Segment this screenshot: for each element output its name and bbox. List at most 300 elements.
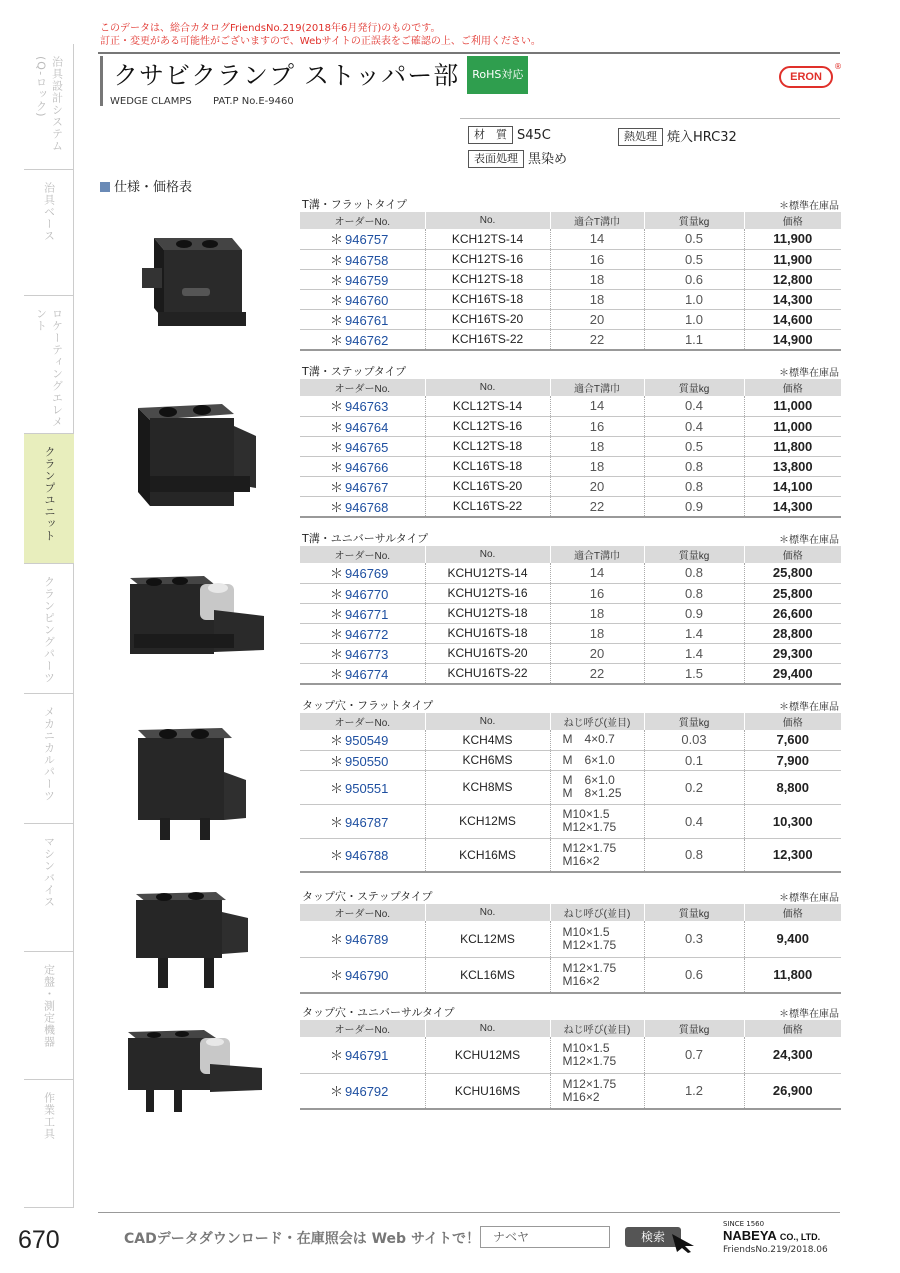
slot-width-cell: 18 (550, 436, 644, 456)
thread-size-line: M10×1.5 (562, 807, 610, 821)
table-row (300, 416, 841, 436)
table-row (300, 309, 841, 329)
weight-cell: 0.8 (644, 456, 744, 476)
price-cell: 14,600 (744, 309, 841, 329)
weight-cell: 0.5 (644, 436, 744, 456)
model-no-cell: KCH12TS-14 (425, 229, 550, 249)
weight-cell: 0.5 (644, 229, 744, 249)
table-row (300, 750, 841, 770)
catalog-edition: FriendsNo.219/2018.06 (723, 1245, 828, 1255)
order-no-text: 946766 (345, 459, 389, 475)
sidebar-item-label: 治具ベース (42, 182, 56, 242)
order-no-cell[interactable] (300, 957, 425, 993)
table-caption (300, 194, 841, 212)
model-no-cell: KCH16TS-22 (425, 329, 550, 350)
rohs-badge: RoHS対応 (467, 56, 528, 94)
notice-line-2: 訂正・変更がある可能性がございますので、Webサイトの正誤表をご確認の上、ご利用ください。 (100, 36, 541, 47)
table-row (300, 921, 841, 957)
stock-star-icon: ＊ (330, 566, 344, 582)
order-no-text: 946769 (345, 566, 389, 582)
order-no-text: 946787 (345, 814, 389, 830)
sidebar-item-jig-base[interactable] (24, 170, 74, 296)
weight-cell: 1.1 (644, 329, 744, 350)
header-model-no: No. (425, 212, 550, 229)
header-weight: 質量kg (644, 1020, 744, 1037)
stock-star-icon: ＊ (330, 272, 344, 288)
sidebar-item-measuring[interactable] (24, 952, 74, 1080)
slot-width-cell: 18 (550, 623, 644, 643)
header-order-no: オーダーNo. (300, 546, 425, 563)
header-price: 価格 (744, 1020, 841, 1037)
header-model-no: No. (425, 379, 550, 396)
table-header-row (300, 713, 841, 730)
order-no-text: 950551 (345, 780, 389, 796)
header-price: 価格 (744, 212, 841, 229)
table-header-row (300, 379, 841, 396)
slot-width-cell: 20 (550, 476, 644, 496)
sidebar-item-clamp-unit[interactable] (24, 434, 74, 564)
stock-star-icon: ＊ (330, 332, 344, 348)
thread-size-cell (550, 921, 644, 957)
table-row (300, 396, 841, 416)
thread-size-cell (550, 1073, 644, 1109)
price-table (300, 904, 841, 994)
patent-number: PAT.P No.E-9460 (212, 96, 294, 107)
header-price: 価格 (744, 546, 841, 563)
tapped-step-clamp-image (132, 886, 252, 996)
table-row (300, 229, 841, 249)
table-row (300, 563, 841, 583)
thread-size-cell (550, 957, 644, 993)
price-cell: 28,800 (744, 623, 841, 643)
page-title-text: クサビクランプ ストッパー部 (113, 61, 460, 90)
thread-size-line: M10×1.5 (562, 924, 610, 939)
order-no-cell[interactable] (300, 603, 425, 623)
page-title (113, 56, 528, 94)
table-row (300, 730, 841, 750)
order-no-cell[interactable] (300, 1073, 425, 1109)
thread-size-line: M 6×1.0 (562, 752, 615, 767)
sidebar-item-clamping-parts[interactable] (24, 564, 74, 694)
heat-treatment-label: 熱処理 (618, 128, 663, 146)
slot-width-cell: 16 (550, 416, 644, 436)
stock-star-icon: ＊ (330, 1048, 344, 1064)
weight-cell: 1.4 (644, 643, 744, 663)
stock-note: ＊標準在庫品 (779, 535, 839, 546)
thread-size-line: M 4×0.7 (562, 732, 615, 747)
sidebar-item-label: クランプユニット (43, 446, 56, 542)
thread-size-cell (550, 750, 644, 770)
model-no-cell: KCHU16TS-20 (425, 643, 550, 663)
price-cell: 11,000 (744, 416, 841, 436)
price-table (300, 212, 841, 351)
surface-treatment-label: 表面処理 (468, 150, 524, 168)
price-cell: 14,300 (744, 289, 841, 309)
weight-cell: 0.9 (644, 603, 744, 623)
header-slot-width: 適合T溝巾 (550, 379, 644, 396)
thread-size-line: M 6×1.0 (562, 773, 615, 787)
sidebar-item-mechanical-parts[interactable] (24, 694, 74, 824)
price-cell: 25,800 (744, 583, 841, 603)
weight-cell: 0.8 (644, 838, 744, 872)
price-cell: 26,900 (744, 1073, 841, 1109)
stock-star-icon: ＊ (330, 848, 344, 864)
header-model-no: No. (425, 904, 550, 921)
search-input[interactable]: ナベヤ (480, 1226, 610, 1248)
slot-width-cell: 18 (550, 289, 644, 309)
stock-star-icon: ＊ (330, 606, 344, 622)
stock-note: ＊標準在庫品 (779, 702, 839, 713)
stock-star-icon: ＊ (330, 646, 344, 662)
table-row (300, 770, 841, 804)
order-no-text: 946791 (345, 1048, 389, 1064)
model-no-cell: KCL16TS-18 (425, 456, 550, 476)
weight-cell: 1.5 (644, 663, 744, 684)
price-cell: 11,800 (744, 436, 841, 456)
thread-size-line: M10×1.5 (562, 1040, 610, 1055)
header-weight: 質量kg (644, 546, 744, 563)
model-no-cell: KCHU12MS (425, 1037, 550, 1073)
order-no-cell[interactable] (300, 563, 425, 583)
model-no-cell: KCH6MS (425, 750, 550, 770)
weight-cell: 0.4 (644, 416, 744, 436)
header-slot-width: 適合T溝巾 (550, 546, 644, 563)
header-thread-size: ねじ呼び(並目) (550, 904, 644, 921)
table-caption (300, 695, 841, 713)
weight-cell: 1.4 (644, 623, 744, 643)
table-tapped-flat (300, 695, 841, 873)
heat-treatment-value: 焼入HRC32 (667, 130, 737, 145)
flat-type-clamp-image (132, 228, 252, 338)
thread-size-line: M12×1.75 (562, 937, 617, 952)
weight-cell: 1.0 (644, 309, 744, 329)
table-row (300, 623, 841, 643)
thread-size-line: M12×1.75 (562, 820, 617, 834)
slot-width-cell: 18 (550, 603, 644, 623)
search-button[interactable]: 検索 (625, 1227, 681, 1247)
order-no-cell[interactable] (300, 269, 425, 289)
section-title (100, 176, 192, 195)
slot-width-cell: 14 (550, 563, 644, 583)
price-cell: 12,300 (744, 838, 841, 872)
header-price: 価格 (744, 379, 841, 396)
order-no-cell[interactable] (300, 804, 425, 838)
order-no-cell[interactable] (300, 643, 425, 663)
sidebar-item-label: クランピングパーツ (42, 576, 56, 684)
model-no-cell: KCL12TS-16 (425, 416, 550, 436)
price-cell: 11,800 (744, 957, 841, 993)
order-no-text: 946764 (345, 419, 389, 435)
order-no-text: 946767 (345, 479, 389, 495)
weight-cell: 0.8 (644, 583, 744, 603)
order-no-text: 946789 (345, 932, 389, 948)
order-no-cell[interactable] (300, 329, 425, 350)
order-no-text: 946759 (345, 272, 389, 288)
table-caption (300, 1002, 841, 1020)
stock-star-icon: ＊ (330, 459, 344, 475)
table-caption (300, 886, 841, 904)
order-no-text: 946774 (345, 666, 389, 682)
header-weight: 質量kg (644, 904, 744, 921)
thread-size-cell (550, 770, 644, 804)
section-title-text: 仕様・価格表 (114, 180, 193, 195)
slot-width-cell: 20 (550, 643, 644, 663)
surface-treatment-spec (468, 148, 567, 168)
stock-star-icon: ＊ (330, 479, 344, 495)
model-no-cell: KCH16TS-20 (425, 309, 550, 329)
sidebar-item-jig-system[interactable] (24, 44, 74, 170)
price-cell: 25,800 (744, 563, 841, 583)
price-cell: 9,400 (744, 921, 841, 957)
footer-divider (98, 1212, 840, 1213)
thread-size-line: M12×1.75 (562, 960, 617, 975)
stock-star-icon: ＊ (330, 780, 344, 796)
model-no-cell: KCHU12TS-18 (425, 603, 550, 623)
weight-cell: 0.1 (644, 750, 744, 770)
weight-cell: 0.6 (644, 957, 744, 993)
price-cell: 24,300 (744, 1037, 841, 1073)
order-no-text: 950550 (345, 753, 389, 769)
company-logo (723, 1228, 820, 1243)
thread-size-line: M12×1.75 (562, 1076, 617, 1091)
header-thread-size: ねじ呼び(並目) (550, 1020, 644, 1037)
header-weight: 質量kg (644, 379, 744, 396)
weight-cell: 0.2 (644, 770, 744, 804)
weight-cell: 0.5 (644, 249, 744, 269)
order-no-text: 950549 (345, 733, 389, 749)
table-row (300, 456, 841, 476)
sidebar-item-label: 作業工具 (42, 1092, 56, 1140)
cad-download-banner: CADデータダウンロード・在庫照会は Web サイトで！ (124, 1231, 480, 1247)
order-no-cell[interactable] (300, 456, 425, 476)
order-no-cell[interactable] (300, 436, 425, 456)
price-cell: 11,000 (744, 396, 841, 416)
weight-cell: 0.03 (644, 730, 744, 750)
order-no-cell[interactable] (300, 396, 425, 416)
slot-width-cell: 22 (550, 329, 644, 350)
model-no-cell: KCH4MS (425, 730, 550, 750)
price-cell: 11,900 (744, 249, 841, 269)
thread-size-cell (550, 1037, 644, 1073)
sidebar-item-locating[interactable] (24, 296, 74, 434)
table-row (300, 603, 841, 623)
price-cell: 12,800 (744, 269, 841, 289)
weight-cell: 0.4 (644, 396, 744, 416)
table-caption (300, 528, 841, 546)
eron-logo: ERON (779, 66, 833, 88)
price-cell: 10,300 (744, 804, 841, 838)
header-slot-width: 適合T溝巾 (550, 212, 644, 229)
order-no-cell[interactable] (300, 496, 425, 517)
thread-size-line: M16×2 (562, 853, 600, 868)
price-table (300, 1020, 841, 1110)
model-no-cell: KCH16MS (425, 838, 550, 872)
order-no-cell[interactable] (300, 663, 425, 684)
order-no-cell[interactable] (300, 750, 425, 770)
weight-cell: 0.8 (644, 563, 744, 583)
table-title: タップ穴・フラットタイプ (302, 699, 434, 712)
header-order-no: オーダーNo. (300, 379, 425, 396)
model-no-cell: KCL16TS-20 (425, 476, 550, 496)
price-cell: 14,900 (744, 329, 841, 350)
thread-size-line: M16×2 (562, 1089, 600, 1104)
stock-star-icon: ＊ (330, 312, 344, 328)
sidebar-item-label: マシンバイス (42, 836, 56, 908)
table-t-slot-step (300, 361, 841, 518)
material-label: 材 質 (468, 126, 513, 144)
price-cell: 11,900 (744, 229, 841, 249)
surface-treatment-value: 黒染め (528, 152, 568, 167)
stock-star-icon: ＊ (330, 932, 344, 948)
price-table (300, 546, 841, 685)
sidebar-item-label: 治具設計システム(Q-ロック) (34, 56, 64, 152)
order-no-cell[interactable] (300, 476, 425, 496)
model-no-cell: KCL16MS (425, 957, 550, 993)
weight-cell: 1.2 (644, 1073, 744, 1109)
table-row (300, 583, 841, 603)
weight-cell: 0.3 (644, 921, 744, 957)
order-no-cell[interactable] (300, 289, 425, 309)
table-row (300, 289, 841, 309)
universal-type-clamp-image (126, 570, 266, 660)
header-model-no: No. (425, 1020, 550, 1037)
order-no-cell[interactable] (300, 623, 425, 643)
order-no-text: 946760 (345, 292, 389, 308)
table-row (300, 804, 841, 838)
header-model-no: No. (425, 546, 550, 563)
order-no-cell[interactable] (300, 583, 425, 603)
table-row (300, 838, 841, 872)
table-t-slot-flat (300, 194, 841, 351)
slot-width-cell: 16 (550, 583, 644, 603)
model-no-cell: KCL12TS-14 (425, 396, 550, 416)
table-row (300, 249, 841, 269)
section-marker-icon (100, 182, 110, 192)
sidebar-item-label: メカニカルパーツ (42, 706, 56, 802)
model-no-cell: KCHU12TS-16 (425, 583, 550, 603)
table-row (300, 269, 841, 289)
material-divider (460, 118, 840, 119)
header-order-no: オーダーNo. (300, 212, 425, 229)
weight-cell: 1.0 (644, 289, 744, 309)
order-no-text: 946761 (345, 312, 389, 328)
stock-star-icon: ＊ (330, 419, 344, 435)
header-price: 価格 (744, 904, 841, 921)
price-cell: 7,600 (744, 730, 841, 750)
order-no-text: 946763 (345, 399, 389, 415)
header-price: 価格 (744, 713, 841, 730)
model-no-cell: KCHU16TS-22 (425, 663, 550, 684)
weight-cell: 0.7 (644, 1037, 744, 1073)
order-no-text: 946792 (345, 1084, 389, 1100)
table-row (300, 476, 841, 496)
stock-star-icon: ＊ (330, 439, 344, 455)
order-no-cell[interactable] (300, 416, 425, 436)
slot-width-cell: 22 (550, 496, 644, 517)
order-no-cell[interactable] (300, 838, 425, 872)
order-no-cell[interactable] (300, 770, 425, 804)
weight-cell: 0.4 (644, 804, 744, 838)
price-table (300, 713, 841, 873)
eron-registered-mark: ® (834, 62, 842, 71)
stock-star-icon: ＊ (330, 252, 344, 268)
table-row (300, 436, 841, 456)
table-row (300, 329, 841, 350)
table-caption (300, 361, 841, 379)
stock-star-icon: ＊ (330, 232, 344, 248)
stock-note: ＊標準在庫品 (779, 201, 839, 212)
order-no-text: 946788 (345, 848, 389, 864)
thread-size-line: M16×2 (562, 973, 600, 988)
order-no-cell[interactable] (300, 921, 425, 957)
sidebar-item-machine-vise[interactable] (24, 824, 74, 952)
slot-width-cell: 20 (550, 309, 644, 329)
price-cell: 7,900 (744, 750, 841, 770)
slot-width-cell: 22 (550, 663, 644, 684)
tapped-flat-clamp-image (132, 722, 252, 846)
table-row (300, 1073, 841, 1109)
table-tapped-step (300, 886, 841, 994)
step-type-clamp-image (130, 396, 260, 510)
order-no-text: 946758 (345, 252, 389, 268)
order-no-cell[interactable] (300, 229, 425, 249)
table-row (300, 643, 841, 663)
table-title: タップ穴・ステップタイプ (302, 890, 433, 903)
heat-treatment-spec (618, 126, 737, 146)
model-no-cell: KCH8MS (425, 770, 550, 804)
order-no-text: 946768 (345, 499, 389, 515)
table-header-row (300, 1020, 841, 1037)
order-no-cell[interactable] (300, 1037, 425, 1073)
slot-width-cell: 14 (550, 396, 644, 416)
sidebar-item-work-tools[interactable] (24, 1080, 74, 1208)
order-no-cell[interactable] (300, 309, 425, 329)
stock-note: ＊標準在庫品 (779, 1009, 839, 1020)
top-divider (98, 52, 840, 54)
header-order-no: オーダーNo. (300, 904, 425, 921)
order-no-text: 946765 (345, 439, 389, 455)
stock-star-icon: ＊ (330, 292, 344, 308)
table-title: T溝・ステップタイプ (302, 365, 407, 378)
thread-size-cell (550, 804, 644, 838)
order-no-cell[interactable] (300, 249, 425, 269)
table-header-row (300, 546, 841, 563)
model-no-cell: KCH12MS (425, 804, 550, 838)
model-no-cell: KCL12MS (425, 921, 550, 957)
slot-width-cell: 18 (550, 269, 644, 289)
thread-size-cell (550, 838, 644, 872)
stock-note: ＊標準在庫品 (779, 893, 839, 904)
company-suffix: CO., LTD. (779, 1232, 821, 1242)
stock-star-icon: ＊ (330, 753, 344, 769)
header-model-no: No. (425, 713, 550, 730)
table-header-row (300, 904, 841, 921)
model-no-cell: KCL12TS-18 (425, 436, 550, 456)
order-no-cell[interactable] (300, 730, 425, 750)
model-no-cell: KCHU16TS-18 (425, 623, 550, 643)
model-no-cell: KCHU16MS (425, 1073, 550, 1109)
sidebar-item-label: 定盤・測定機器 (42, 964, 56, 1048)
table-header-row (300, 212, 841, 229)
weight-cell: 0.9 (644, 496, 744, 517)
order-no-text: 946772 (345, 626, 389, 642)
price-cell: 29,400 (744, 663, 841, 684)
thread-size-line: M 8×1.25 (562, 786, 622, 800)
weight-cell: 0.8 (644, 476, 744, 496)
page-subtitle (110, 96, 312, 107)
stock-star-icon: ＊ (330, 499, 344, 515)
model-no-cell: KCH12TS-18 (425, 269, 550, 289)
